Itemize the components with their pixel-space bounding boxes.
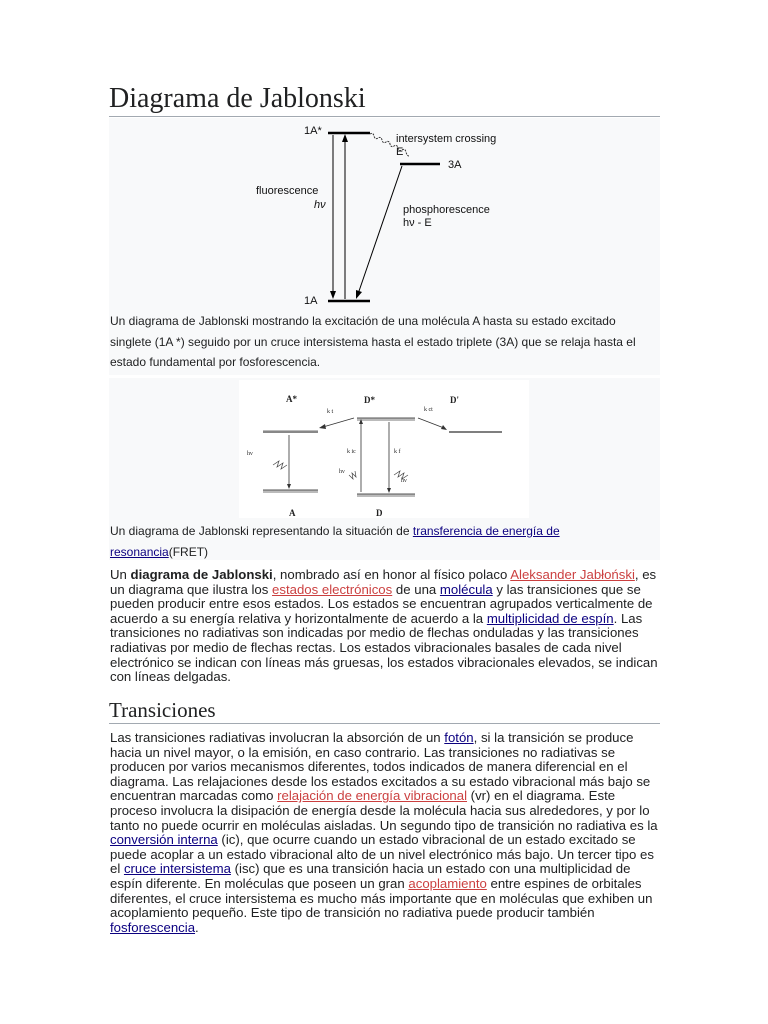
label-fluor-2: hν [314,199,326,211]
term-bold: diagrama de Jablonski [130,567,273,582]
figure-2-caption: Un diagrama de Jablonski representando la situación de transferencia de energía de resonancia(FRET) [110,524,560,559]
label-isc-1: intersystem crossing [396,133,497,145]
label-fluor-1: fluorescence [256,185,319,197]
label-k-t: k t [327,409,334,415]
transiciones-paragraph: Las transiciones radiativas involucran la absorción de un fotón, si la transición se produce hacia un nivel mayor, o la emisión, en caso contrario. Las transiciones no radiativas se producen por varios mecanismos diferentes, todos indicados de manera diferencial en el diagrama. Las relajaciones desde los estados excitados a su estado vibracional más bajo se encuentran marcadas como relajación de energía vibracional (vr) en el diagrama. Este proceso involucra la disipación de energía desde la molécula hacia sus alrededores, y por lo tanto no puede ocurrir en moléculas aisladas. Un segundo tipo de transición no radiativa es la conversión interna (ic), que ocurre cuando un estado vibracional de un estado excitado se puede acoplar a un estado vibracional alto de un nivel electrónico más bajo. Un tercer tipo es el cruce intersistema (isc) que es una transición hacia un estado con una multiplicidad de espín diferente. En moléculas que poseen un gran acoplamiento entre espines de orbitales diferentes, el cruce intersistema es mucho más importante que en moléculas que exhiben un acoplamiento pequeño. Este tipo de transición no radiativa puede producir también fosforescencia. [110,730,658,935]
figure-1-caption: Un diagrama de Jablonski mostrando la excitación de una molécula A hasta su estado excitado singlete (1A *) seguido por un cruce intersistema hasta el estado triplete (3A) que se relaja hasta el estado fundamental por fosforescencia. [110,314,636,369]
link-conversion-interna[interactable]: conversión interna [110,832,218,848]
transfer-arrow [323,418,354,427]
label-phos-2: hν - E [403,217,432,229]
label-d-star: D* [364,395,375,405]
link-molecula[interactable]: molécula [439,581,493,597]
link-aleksander-jablonski[interactable]: Aleksander Jabłoński [510,567,635,582]
label-hv-emit: hν [401,478,407,484]
section-heading-transiciones: Transiciones [109,698,660,724]
ct-arrow [418,418,444,428]
link-multiplicidad-de-espin[interactable]: multiplicidad de espín [486,610,614,626]
link-cruce-intersistema[interactable]: cruce intersistema [123,861,231,877]
intro-paragraph: Un diagrama de Jablonski, nombrado así en honor al físico polaco Aleksander Jabłoński, es un diagrama que ilustra los estados electrónicos de una molécula y las transiciones que se pueden producir entre esos estados. Los estados se encuentran agrupados verticalmente de acuerdo a su energía relativa y horizontalmente de acuerdo a la multiplicidad de espín. Las transiciones no radiativas son indicadas por medio de flechas onduladas y las transiciones radiativas por medio de flechas rectas. Los estados vibracionales basales de cada nivel electrónico se indican con líneas más gruesas, los estados vibracionales elevados, se indican con líneas delgadas. [110,567,658,685]
label-ground: 1A [304,295,318,307]
label-excited: 1A* [304,125,322,137]
link-foton[interactable]: fotón [444,730,474,745]
label-isc-2: E [396,146,404,158]
page-title: Diagrama de Jablonski [109,82,660,117]
label-k-ic: k ic [347,449,356,455]
label-hv-exc: hν [339,469,345,475]
jablonski-diagram-image [240,118,530,310]
label-d-bottom: D [376,508,383,518]
link-estados-electronicos[interactable]: estados electrónicos [272,581,393,597]
phosphorescence-arrow [358,166,402,294]
label-k-f: k f [394,449,401,455]
link-relajacion-vibracional[interactable]: relajación de energía vibracional [277,788,468,804]
label-k-ct: k ct [424,407,433,413]
label-hv-quench: hν [247,451,253,457]
link-fosforescencia[interactable]: fosforescencia [110,919,196,935]
label-a-star: A* [286,394,297,404]
fret-diagram-image [239,380,529,518]
link-fret[interactable]: transferencia de energía de resonancia [110,524,560,559]
link-acoplamiento[interactable]: acoplamiento [408,875,487,891]
label-phos-1: phosphorescence [403,204,490,216]
label-triplet: 3A [448,159,462,171]
label-a-bottom: A [289,508,296,518]
label-d-prime: D' [450,395,459,405]
